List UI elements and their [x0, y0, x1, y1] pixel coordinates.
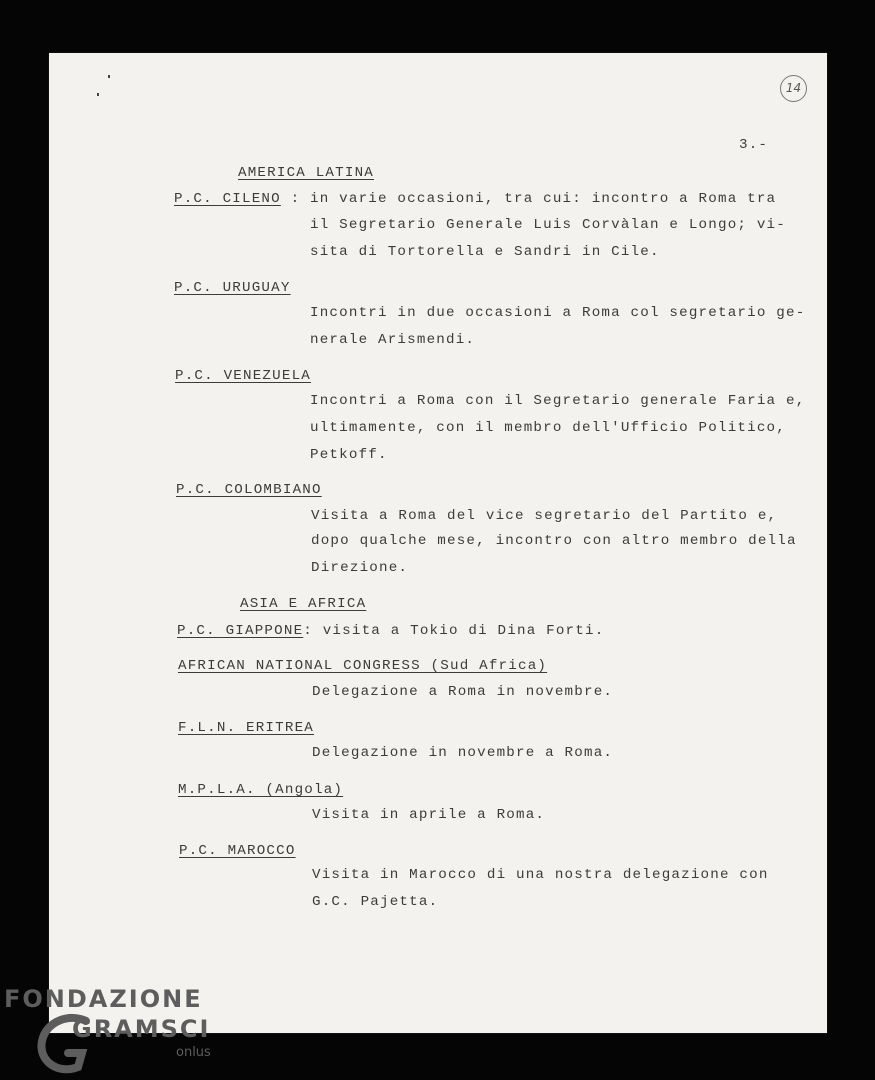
entry-marocco-line: G.C. Pajetta.	[312, 894, 439, 910]
section-heading-asia-africa: ASIA E AFRICA	[240, 596, 367, 612]
watermark-line3: onlus	[176, 1045, 211, 1060]
entry-eritrea-heading: F.L.N. ERITREA	[178, 720, 314, 736]
entry-colombiano-line: dopo qualche mese, incontro con altro membro della	[311, 533, 797, 549]
entry-colombiano-heading: P.C. COLOMBIANO	[176, 482, 322, 498]
entry-mpla-line: Visita in aprile a Roma.	[312, 807, 546, 823]
entry-cileno-line: il Segretario Generale Luis Corvàlan e Longo; vi-	[310, 217, 786, 233]
entry-marocco-heading: P.C. MAROCCO	[179, 843, 296, 859]
entry-venezuela-line: Petkoff.	[310, 447, 388, 463]
folio-number: 14	[780, 75, 807, 102]
entry-mpla-heading: M.P.L.A. (Angola)	[178, 782, 344, 798]
entry-giappone: P.C. GIAPPONE: visita a Tokio di Dina Forti.	[177, 623, 605, 639]
entry-colombiano-line: Visita a Roma del vice segretario del Partito e,	[311, 508, 778, 524]
entry-uruguay-line: nerale Arismendi.	[310, 332, 476, 348]
entry-venezuela-line: ultimamente, con il membro dell'Ufficio Politico,	[310, 420, 786, 436]
watermark-line1: FONDAZIONE	[4, 985, 203, 1013]
entry-eritrea-line: Delegazione in novembre a Roma.	[312, 745, 614, 761]
entry-cileno-line: sita di Tortorella e Sandri in Cile.	[310, 244, 660, 260]
entry-marocco-line: Visita in Marocco di una nostra delegazione con	[312, 867, 769, 883]
entry-colombiano-line: Direzione.	[311, 560, 409, 576]
entry-venezuela-heading: P.C. VENEZUELA	[175, 368, 311, 384]
watermark-line2: GRAMSCI	[72, 1015, 211, 1043]
watermark-logo	[4, 985, 219, 1080]
ink-mark	[97, 93, 99, 96]
page-number: 3.-	[739, 137, 769, 153]
ink-mark	[108, 75, 110, 78]
entry-uruguay-line: Incontri in due occasioni a Roma col segretario ge-	[310, 305, 806, 321]
entry-cileno-heading: P.C. CILENO :	[174, 191, 301, 207]
document-page	[49, 53, 827, 1033]
entry-cileno-line: in varie occasioni, tra cui: incontro a Roma tra	[310, 191, 777, 207]
entry-uruguay-heading: P.C. URUGUAY	[174, 280, 291, 296]
entry-anc-line: Delegazione a Roma in novembre.	[312, 684, 614, 700]
entry-anc-heading: AFRICAN NATIONAL CONGRESS (Sud Africa)	[178, 658, 548, 674]
section-heading-america-latina: AMERICA LATINA	[238, 165, 374, 181]
entry-venezuela-line: Incontri a Roma con il Segretario generale Faria e,	[310, 393, 806, 409]
